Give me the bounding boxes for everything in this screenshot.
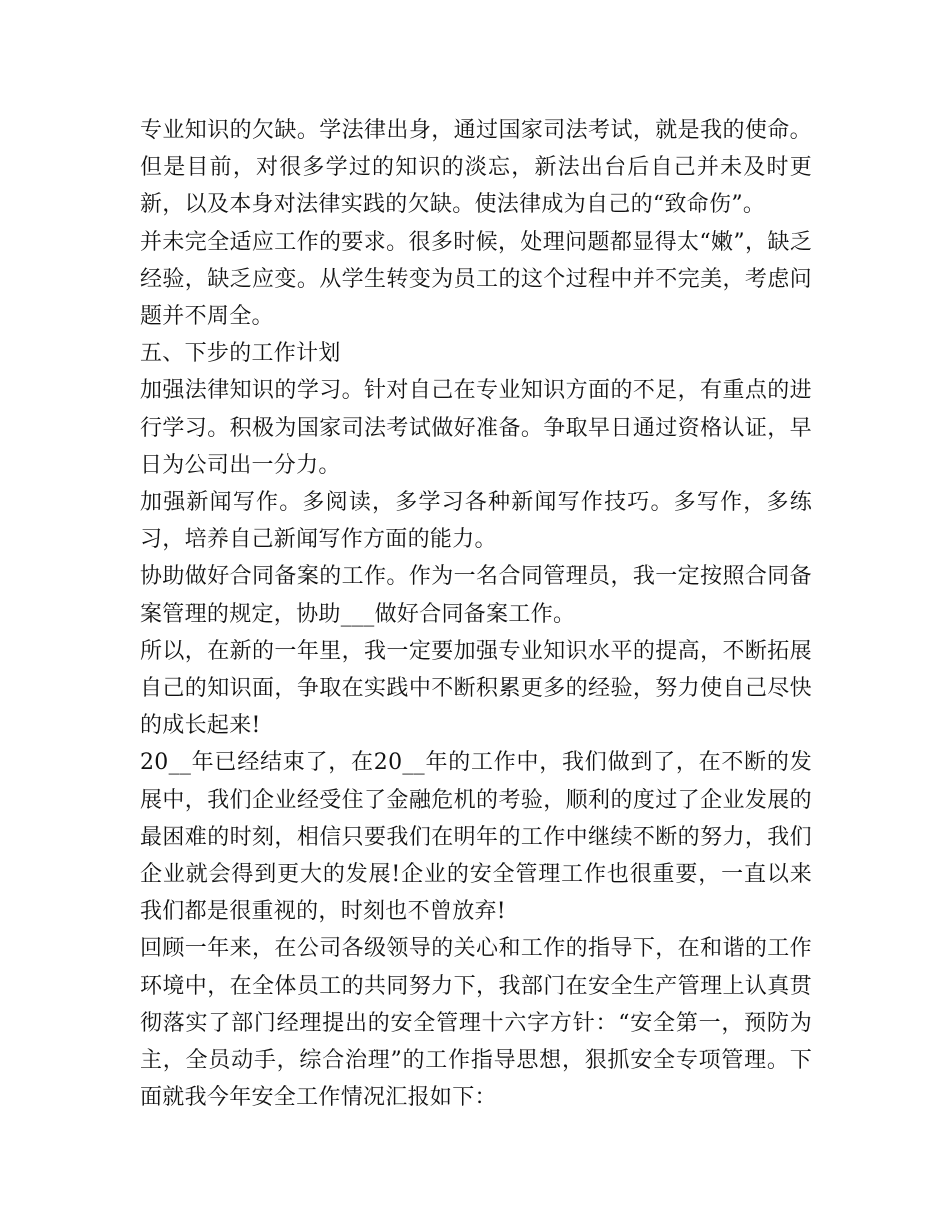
document-body [140, 112, 812, 1116]
paragraph-safety-review: 回顾一年来，在公司各级领导的关心和工作的指导下，在和谐的工作环境中，在全体员工的共同努力下，我部门在安全生产管理上认真贯彻落实了部门经理提出的安全管理十六字方针：“安全第一，预防为主，全员动手，综合治理”的工作指导思想，狠抓安全专项管理。下面就我今年安全工作情况汇报如下： [140, 936, 812, 1111]
paragraph-work-adaptation: 并未完全适应工作的要求。很多时候，处理问题都显得太“嫩”，缺乏经验，缺乏应变。从学生转变为员工的这个过程中并不完美，考虑问题并不周全。 [140, 229, 812, 330]
section-heading-work-plan: 五、下步的工作计划 [140, 341, 341, 367]
paragraph-year-review: 20__年已经结束了，在20__年的工作中，我们做到了，在不断的发展中，我们企业经受住了金融危机的考验，顺利的度过了企业发展的最困难的时刻，相信只要我们在明年的工作中继续不断的努力，我们企业就会得到更大的发展!企业的安全管理工作也很重要，一直以来我们都是很重视的，时刻也不曾放弃! [140, 750, 812, 925]
paragraph-new-year-goals: 所以，在新的一年里，我一定要加强专业知识水平的提高，不断拓展自己的知识面，争取在实践中不断积累更多的经验，努力使自己尽快的成长起来! [140, 638, 812, 739]
paragraph-news-writing: 加强新闻写作。多阅读，多学习各种新闻写作技巧。多写作，多练习，培养自己新闻写作方面的能力。 [140, 490, 812, 553]
paragraph-legal-study: 加强法律知识的学习。针对自己在专业知识方面的不足，有重点的进行学习。积极为国家司法考试做好准备。争取早日通过资格认证，早日为公司出一分力。 [140, 378, 812, 478]
paragraph-professional-knowledge: 专业知识的欠缺。学法律出身，通过国家司法考试，就是我的使命。但是目前，对很多学过的知识的淡忘，新法出台后自己并未及时更新，以及本身对法律实践的欠缺。使法律成为自己的“致命伤”。 [140, 118, 812, 218]
paragraph-contract-filing: 协助做好合同备案的工作。作为一名合同管理员，我一定按照合同备案管理的规定，协助___做好合同备案工作。 [140, 564, 812, 627]
